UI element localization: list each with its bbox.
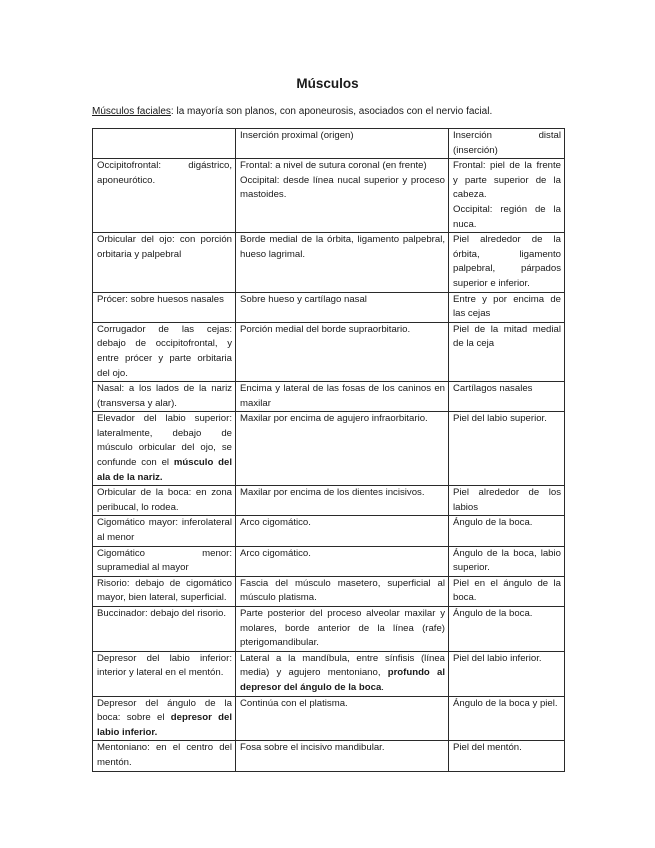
muscle-name: Occipitofrontal: digástrico, aponeurótico. (97, 160, 232, 186)
origin-text: Fosa sobre el incisivo mandibular. (240, 742, 385, 754)
insertion-cell (449, 516, 565, 546)
muscle-name: Mentoniano: en el centro del mentón. (97, 742, 232, 768)
origin-text-2: Occipital: desde línea nucal superior y proceso mastoides. (240, 174, 445, 201)
table-row (93, 159, 565, 233)
insertion-text: Ángulo de la boca y piel. (453, 697, 558, 709)
origin-cell (236, 546, 449, 576)
table-row (93, 741, 565, 771)
insertion-cell (449, 159, 565, 233)
origin-cell (236, 412, 449, 486)
intro-paragraph (92, 106, 572, 117)
page-title: Músculos (296, 76, 359, 91)
origin-cell (236, 382, 449, 412)
table-row (93, 576, 565, 606)
origin-text: Arco cigomático. (240, 547, 311, 559)
muscle-cell (93, 696, 236, 741)
muscle-cell (93, 651, 236, 696)
insertion-text: Piel alrededor de la órbita, ligamento palpebral, párpados superior e inferior. (453, 234, 561, 289)
insertion-cell (449, 696, 565, 741)
origin-text: Fascia del músculo masetero, superficial al músculo platisma. (240, 577, 445, 604)
origin-cell (236, 651, 449, 696)
origin-cell (236, 516, 449, 546)
insertion-cell (449, 607, 565, 652)
insertion-text: Piel alrededor de los labios (453, 487, 561, 513)
muscle-cell (93, 546, 236, 576)
origin-text: Continúa con el platisma. (240, 697, 348, 709)
origin-cell (236, 292, 449, 322)
muscle-cell (93, 412, 236, 486)
origin-text: Borde medial de la órbita, ligamento palpebral, hueso lagrimal. (240, 234, 445, 260)
origin-text: Sobre hueso y cartílago nasal (240, 293, 367, 305)
origin-text: Porción medial del borde supraorbitario. (240, 323, 411, 335)
origin-cell (236, 696, 449, 741)
insertion-text: Piel en el ángulo de la boca. (453, 577, 561, 604)
muscle-cell (93, 486, 236, 516)
table-row (93, 546, 565, 576)
muscle-name-bold: depresor del labio inferior. (97, 712, 232, 738)
muscle-cell (93, 607, 236, 652)
muscle-name: Cigomático menor: supramedial al mayor (97, 547, 232, 574)
origin-cell (236, 486, 449, 516)
table-row (93, 516, 565, 546)
table-row (93, 382, 565, 412)
origin-text: Lateral a la mandíbula, entre sínfisis (línea media) y agujero mentoniano, (240, 652, 445, 679)
muscle-name: Risorio: debajo de cigomático mayor, bien lateral, superficial. (97, 577, 232, 604)
table-row (93, 412, 565, 486)
origin-cell (236, 322, 449, 381)
insertion-text: Piel del labio superior. (453, 413, 547, 425)
insertion-cell (449, 651, 565, 696)
insertion-cell (449, 486, 565, 516)
insertion-cell (449, 576, 565, 606)
muscle-cell (93, 233, 236, 292)
insertion-text: Frontal: piel de la frente y parte superior de la cabeza. (453, 160, 561, 201)
muscle-name: Orbicular de la boca: en zona peribucal, lo rodea. (97, 487, 232, 513)
muscle-name: Depresor del ángulo de la boca: sobre el (97, 697, 232, 724)
insertion-cell (449, 292, 565, 322)
muscle-name-bold: músculo del ala de la nariz. (97, 457, 232, 483)
table-row (93, 233, 565, 292)
insertion-text: Cartílagos nasales (453, 383, 533, 395)
origin-text: Frontal: a nivel de sutura coronal (en frente) (240, 160, 427, 172)
muscles-table (92, 128, 565, 772)
origin-cell (236, 607, 449, 652)
insertion-text: Ángulo de la boca. (453, 517, 533, 529)
insertion-text: Piel del mentón. (453, 742, 522, 754)
muscle-name: Elevador del labio superior: lateralmente, debajo de músculo orbicular del ojo, se confunde con el (97, 413, 232, 469)
muscle-name: Prócer: sobre huesos nasales (97, 293, 224, 305)
origin-text-tail: . (381, 681, 384, 693)
intro-text: : la mayoría son planos, con aponeurosis, asociados con el nervio facial. (170, 106, 493, 117)
header-cell-insertion: Inserción distal (inserción) (449, 129, 565, 159)
insertion-text: Piel del labio inferior. (453, 652, 542, 664)
insertion-text: Piel de la mitad medial de la ceja (453, 323, 561, 350)
muscle-cell (93, 516, 236, 546)
muscle-name: Cigomático mayor: inferolateral al menor (97, 517, 232, 544)
insertion-text-2: Occipital: región de la nuca. (453, 203, 561, 230)
origin-text: Maxilar por encima de los dientes incisivos. (240, 487, 425, 499)
insertion-cell (449, 322, 565, 381)
origin-text: Parte posterior del proceso alveolar maxilar y molares, borde anterior de la línea (rafe) pterigomandibular. (240, 608, 445, 649)
origin-text: Arco cigomático. (240, 517, 311, 529)
table-row (93, 486, 565, 516)
table-row (93, 292, 565, 322)
insertion-cell (449, 546, 565, 576)
muscle-name: Corrugador de las cejas: debajo de occipitofrontal, y entre prócer y parte orbitaria del ojo. (97, 323, 232, 379)
origin-text: Encima y lateral de las fosas de los caninos en maxilar (240, 383, 445, 409)
insertion-cell (449, 412, 565, 486)
header-cell-origin: Inserción proximal (origen) (236, 129, 449, 159)
origin-text: Maxilar por encima de agujero infraorbitario. (240, 413, 428, 425)
muscle-name: Orbicular del ojo: con porción orbitaria y palpebral (97, 234, 232, 260)
insertion-cell (449, 382, 565, 412)
insertion-text: Ángulo de la boca, labio superior. (453, 547, 561, 574)
insertion-cell (449, 233, 565, 292)
intro-label: Músculos faciales (92, 106, 171, 117)
origin-cell (236, 741, 449, 771)
insertion-text: Entre y por encima de las cejas (453, 293, 561, 320)
muscle-cell (93, 741, 236, 771)
muscle-cell (93, 382, 236, 412)
origin-text-bold: profundo al depresor del ángulo de la boca (240, 667, 445, 693)
table-row (93, 322, 565, 381)
insertion-text: Ángulo de la boca. (453, 608, 533, 619)
muscle-cell (93, 292, 236, 322)
muscle-name: Nasal: a los lados de la nariz (transversa y alar). (97, 383, 232, 409)
origin-cell (236, 159, 449, 233)
table-header-row (93, 129, 565, 159)
muscle-name: Buccinador: debajo del risorio. (97, 608, 227, 619)
muscle-cell (93, 322, 236, 381)
table-row (93, 607, 565, 652)
table-row (93, 696, 565, 741)
origin-cell (236, 576, 449, 606)
muscle-name: Depresor del labio inferior: interior y lateral en el mentón. (97, 652, 232, 679)
origin-cell (236, 233, 449, 292)
muscle-cell (93, 159, 236, 233)
header-cell-muscle (93, 129, 236, 159)
insertion-cell (449, 741, 565, 771)
muscle-cell (93, 576, 236, 606)
table-row (93, 651, 565, 696)
